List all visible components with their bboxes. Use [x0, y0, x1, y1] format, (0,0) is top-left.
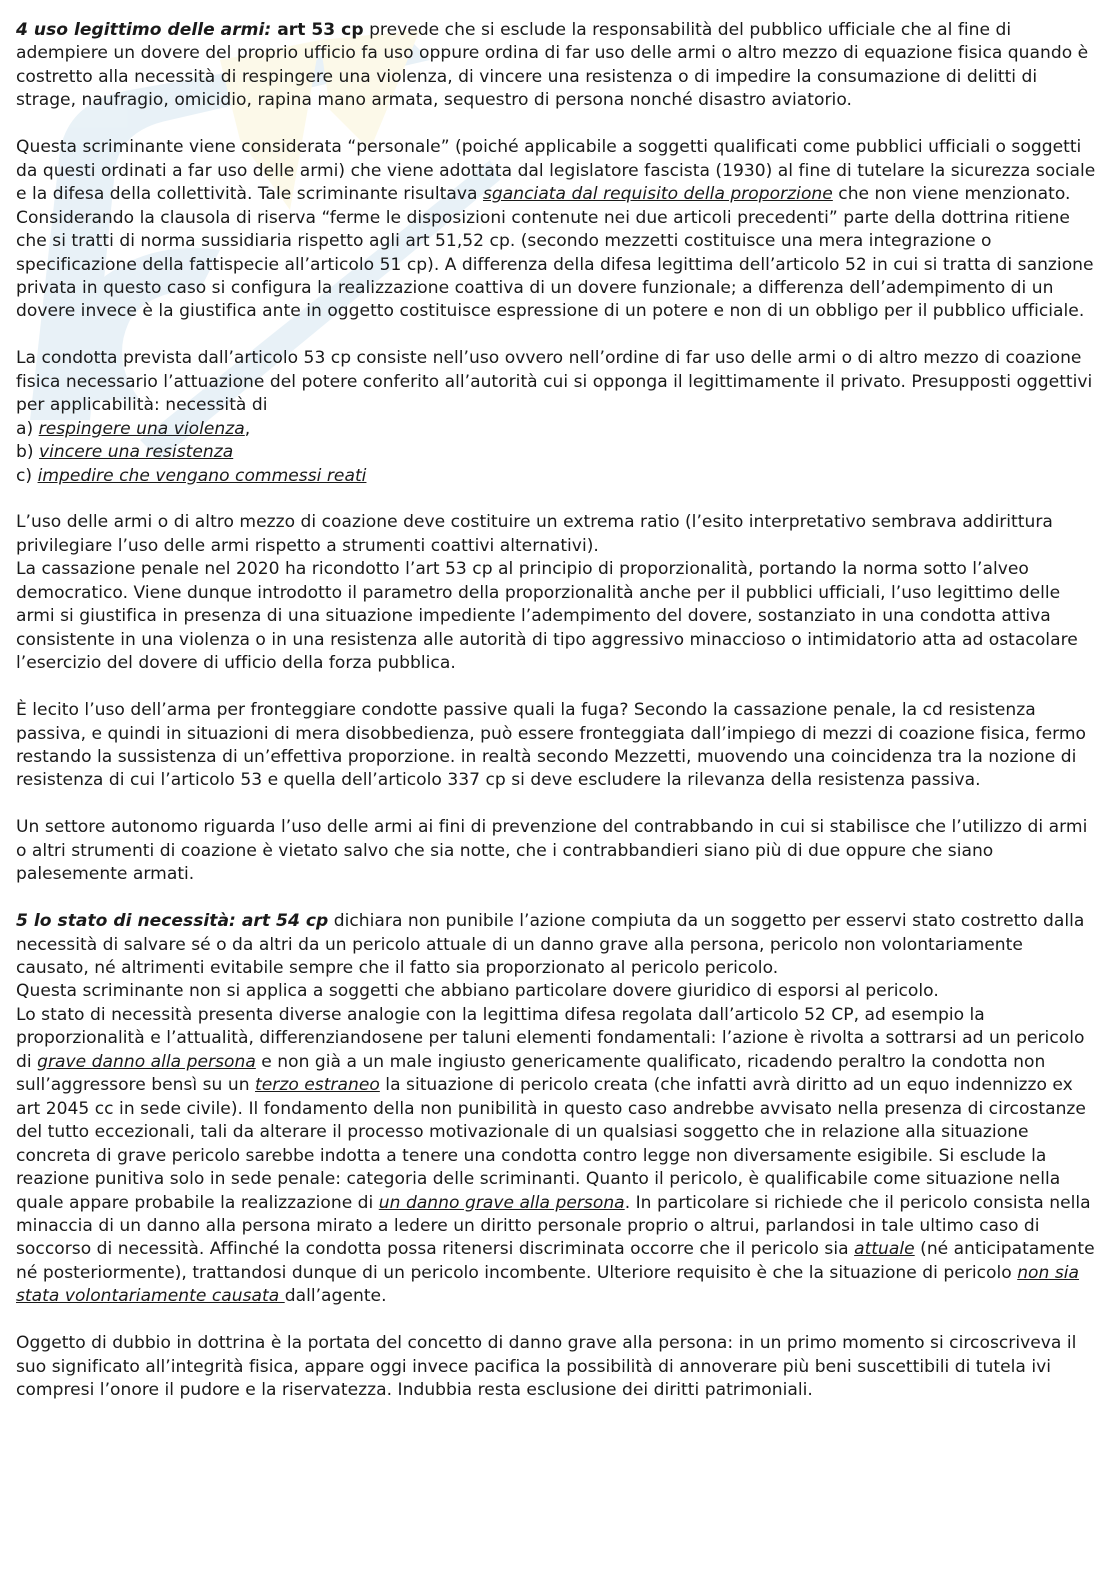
paragraph: [16, 511, 1100, 675]
text-run: la situazione di pericolo creata (che infatti avrà diritto ad un equo indennizzo ex art 2045 cc in sede civile). Il fondamento della non punibilità in questo caso andrebbe avvisato nella presenza di circostanze del tutto eccezionali, tali da alterare il processo motivazionale di un qualsiasi soggetto che in relazione alla situazione concreta di grave pericolo sarebbe indotta a tenere una condotta contro legge non diversamente esigibile. Si esclude la reazione punitiva solo in sede penale: categoria delle scriminanti. Quanto il pericolo, è qualificabile come situazione nella quale appare probabile la realizzazione di: [16, 1075, 1086, 1213]
paragraph: [16, 1332, 1100, 1402]
emphasized-term: terzo estraneo: [255, 1075, 380, 1096]
emphasized-term: non sia stata volontariamente causata: [16, 1262, 1080, 1307]
text-run: che non viene menzionato. Considerando la clausola di riserva “ferme le disposizioni contenute nei due articoli precedenti” parte della dottrina ritiene che si tratti di norma sussidiaria rispetto agli art 51,52 cp. (secondo mezzetti costituisce una mera integrazione o specificazione della fattispecie all’articolo 51 cp). A differenza della difesa legittima dell’articolo 52 in cui si tratta di sanzione privata in questo caso si configura la realizzazione coattiva di un dovere funzionale; a differenza dell’adempimento di un dovere invece è la giustifica ante in oggetto costituisce espressione di un potere e non di un obbligo per il pubblico ufficiale.: [16, 184, 1094, 322]
article-reference: art 53 cp: [271, 20, 364, 40]
paragraph: [16, 347, 1100, 488]
text-run: dall’agente.: [284, 1286, 387, 1307]
paragraph: [16, 19, 1100, 113]
emphasized-term: impedire che vengano commessi reati: [37, 465, 367, 486]
document-body: [16, 19, 1100, 1426]
text-run: Oggetto di dubbio in dottrina è la portata del concetto di danno grave alla persona: in un primo momento si circoscriveva il suo significato all’integrità fisica, appare oggi invece pacifica la possibilità di annoverare più beni suscettibili di tutela ivi compresi l’onore il pudore e la riservatezza. Indubbia resta esclusione dei diritti patrimoniali.: [16, 1333, 1077, 1401]
text-run: L’uso delle armi o di altro mezzo di coazione deve costituire un extrema ratio (l’esito interpretativo sembrava addirittura privilegiare l’uso delle armi rispetto a strumenti coattivi alternativi).: [16, 512, 1053, 556]
text-run: Un settore autonomo riguarda l’uso delle armi ai fini di prevenzione del contrabbando in cui si stabilisce che l’utilizzo di armi o altri strumenti di coazione è vietato salvo che sia notte, che i contrabbandieri siano più di due oppure che siano palesemente armati.: [16, 817, 1088, 885]
paragraph: [16, 136, 1100, 324]
text-run: ,: [244, 418, 251, 439]
text-run: b): [16, 442, 40, 463]
text-run: e non già a un male ingiusto genericamente qualificato, ricadendo peraltro la condotta non sull’aggressore bensì su un: [16, 1051, 1046, 1096]
paragraph: [16, 910, 1100, 1309]
text-run: Questa scriminante non si applica a soggetti che abbiano particolare dovere giuridico di esporsi al pericolo.: [16, 981, 939, 1002]
emphasized-term: respingere una violenza: [38, 418, 245, 439]
paragraph: [16, 816, 1100, 886]
emphasized-term: sganciata dal requisito della proporzione: [482, 184, 833, 205]
text-run: La cassazione penale nel 2020 ha ricondotto l’art 53 cp al principio di proporzionalità, portando la norma sotto l’alveo democratico. Viene dunque introdotto il parametro della proporzionalità anche per il pubblici ufficiali, l’uso legittimo delle armi si giustifica in presenza di una situazione impediente l’adempimento del dovere, sostanziato in una condotta attiva consistente in una violenza o in una resistenza alle autorità di tipo aggressivo minaccioso o intimidatorio atta ad ostacolare l’esercizio del dovere di ufficio della forza pubblica.: [16, 559, 1078, 674]
text-run: È lecito l’uso dell’arma per fronteggiare condotte passive quali la fuga? Secondo la cassazione penale, la cd resistenza passiva, e quindi in situazioni di mera disobbedienza, può essere fronteggiata dall’impiego di mezzi di coazione fisica, fermo restando la sussistenza di un’effettiva proporzione. in realtà secondo Mezzetti, muovendo una coincidenza tra la nozione di resistenza di cui l’articolo 53 e quella dell’articolo 337 cp si deve escludere la rilevanza della resistenza passiva.: [16, 700, 1087, 791]
emphasized-term: vincere una resistenza: [39, 442, 234, 463]
emphasized-term: attuale: [854, 1239, 915, 1260]
text-run: Questa scriminante viene considerata “personale” (poiché applicabile a soggetti qualificati come pubblici ufficiali o soggetti da questi ordinati a far uso delle armi) che viene adottata dal legislatore fascista (1930) al fine di tutelare la sicurezza sociale e la difesa della collettività. Tale scriminante risultava: [16, 137, 1096, 205]
text-run: a): [16, 418, 39, 439]
text-run: Lo stato di necessità presenta diverse analogie con la legittima difesa regolata dall’articolo 52 CP, ad esempio la proporzionalità e l’attualità, differenziandosene per taluni elementi fondamentali: l’azione è rivolta a sottrarsi ad un pericolo di: [16, 1004, 1085, 1072]
section-heading: 4 uso legittimo delle armi:: [16, 20, 272, 40]
emphasized-term: un danno grave alla persona: [378, 1192, 625, 1213]
text-run: La condotta prevista dall’articolo 53 cp consiste nell’uso ovvero nell’ordine di far uso delle armi o di altro mezzo di coazione fisica necessario l’attuazione del potere conferito all’autorità cui si opponga il legittimamente il privato. Presupposti oggettivi per applicabilità: necessità di: [16, 348, 1093, 416]
text-run: dichiara non punibile l’azione compiuta da un soggetto per esservi stato costretto dalla necessità di salvare sé o da altri da un pericolo attuale di un danno grave alla persona, pericolo non volontariamente causato, né altrimenti evitabile sempre che il fatto sia proporzionato al pericolo pericolo.: [16, 911, 1085, 979]
paragraph: [16, 699, 1100, 793]
section-heading: 5 lo stato di necessità: art 54 cp: [16, 911, 329, 932]
text-run: (né anticipatamente né posteriormente), trattandosi dunque di un pericolo incombente. Ulteriore requisito è che la situazione di pericolo: [16, 1239, 1095, 1283]
text-run: . In particolare si richiede che il pericolo consista nella minaccia di un danno alla persona mirato a ledere un diritto personale proprio o altrui, parlandosi in tale ultimo caso di soccorso di necessità. Affinché la condotta possa ritenersi discriminata occorre che il pericolo sia: [16, 1192, 1091, 1260]
text-run: prevede che si esclude la responsabilità del pubblico ufficiale che al fine di adempiere un dovere del proprio ufficio fa uso oppure ordina di far uso delle armi o altro mezzo di equazione fisica quando è costretto alla necessità di respingere una violenza, di vincere una resistenza o di impedire la consumazione di delitti di strage, naufragio, omicidio, rapina mano armata, sequestro di persona nonché disastro aviatorio.: [16, 20, 1089, 111]
emphasized-term: grave danno alla persona: [37, 1051, 256, 1072]
text-run: c): [16, 465, 38, 486]
